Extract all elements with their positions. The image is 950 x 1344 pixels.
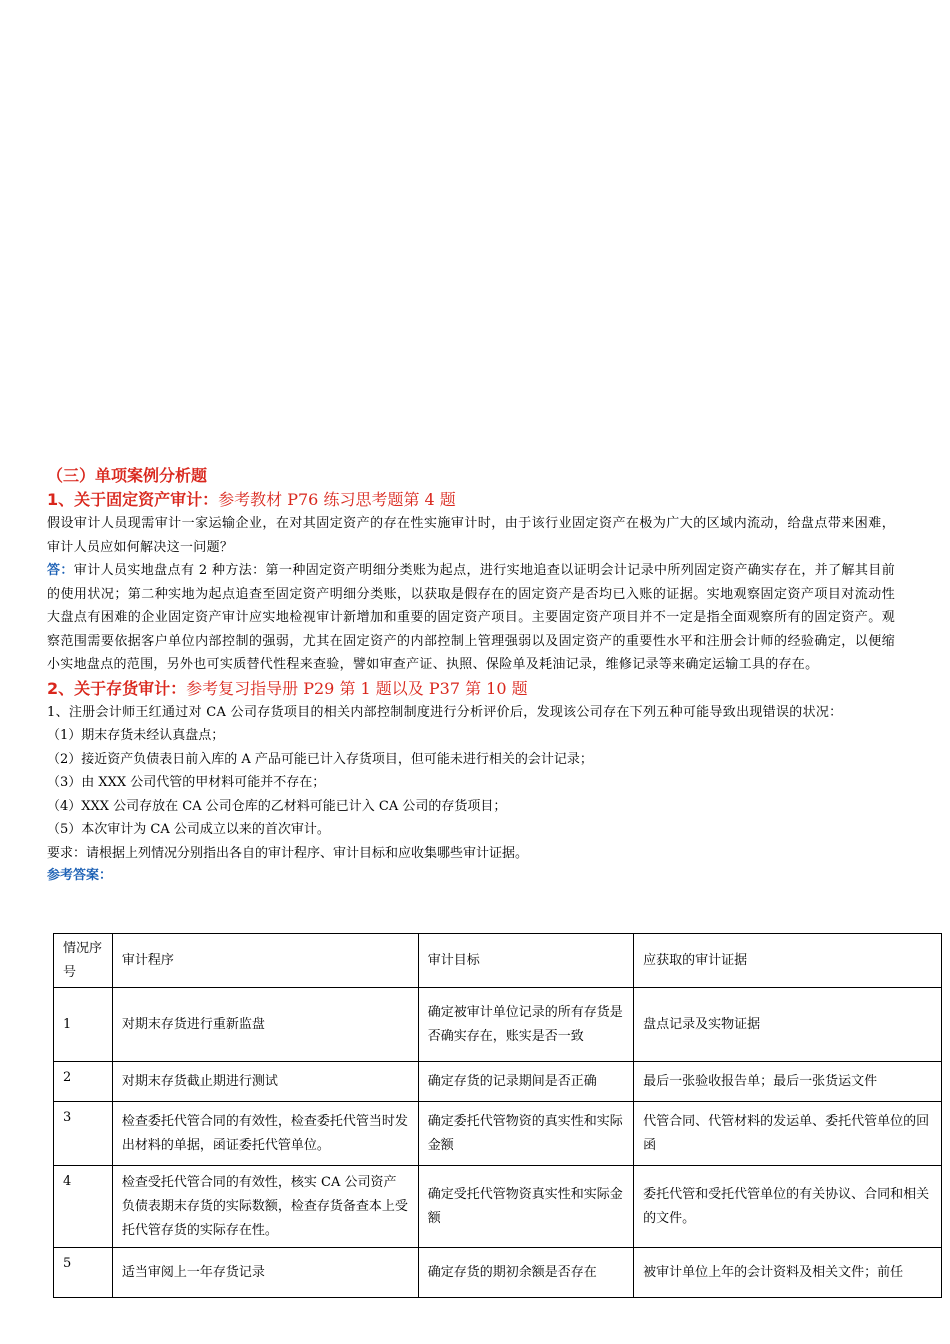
row-objective: 确定被审计单位记录的所有存货是否确实存在，账实是否一致 xyxy=(418,988,633,1062)
header-objective: 审计目标 xyxy=(418,934,633,988)
row-no: 5 xyxy=(54,1248,113,1298)
case1-reference: 参考教材 P76 练习思考题第 4 题 xyxy=(218,490,456,509)
table-row xyxy=(54,1102,942,1166)
case2-item: （5）本次审计为 CA 公司成立以来的首次审计。 xyxy=(47,822,330,837)
case1-question: 假设审计人员现需审计一家运输企业，在对其固定资产的存在性实施审计时，由于该行业固定资产在极为广大的区域内流动，给盘点带来困难，审计人员应如何解决这一问题？ xyxy=(47,516,895,555)
row-objective: 确定受托代管物资真实性和实际金额 xyxy=(418,1166,633,1248)
table-row xyxy=(54,1166,942,1248)
row-evidence: 盘点记录及实物证据 xyxy=(634,988,942,1062)
case2-intro: 1、注册会计师王红通过对 CA 公司存货项目的相关内部控制制度进行分析评价后，发现该公司存在下列五种可能导致出现错误的状况： xyxy=(47,704,843,720)
table-row xyxy=(54,1248,942,1298)
row-no: 1 xyxy=(54,988,113,1062)
document-body xyxy=(47,464,895,887)
case2-requirement: 要求：请根据上列情况分别指出各自的审计程序、审计目标和应收集哪些审计证据。 xyxy=(47,845,529,861)
case1-answer xyxy=(47,559,895,677)
header-procedure: 审计程序 xyxy=(112,934,418,988)
case2-title-text: 2、关于存货审计： xyxy=(47,678,187,698)
row-procedure: 适当审阅上一年存货记录 xyxy=(112,1248,418,1298)
case1-title-text: 1、关于固定资产审计： xyxy=(47,490,219,509)
case2-reference: 参考复习指导册 P29 第 1 题以及 P37 第 10 题 xyxy=(186,678,528,698)
row-evidence: 被审计单位上年的会计资料及相关文件；前任 xyxy=(634,1248,942,1298)
case2-title xyxy=(47,677,895,701)
reference-answer-label: 参考答案： xyxy=(47,868,113,883)
table-row xyxy=(54,1062,942,1102)
row-procedure: 对期末存货截止期进行测试 xyxy=(112,1062,418,1102)
row-no: 3 xyxy=(54,1102,113,1166)
row-no: 2 xyxy=(54,1062,113,1102)
row-objective: 确定委托代管物资的真实性和实际金额 xyxy=(418,1102,633,1166)
answer-label: 答： xyxy=(47,563,74,578)
row-procedure: 检查委托代管合同的有效性，检查委托代管当时发出材料的单据，函证委托代管单位。 xyxy=(112,1102,418,1166)
case1-title xyxy=(47,488,895,512)
row-objective: 确定存货的记录期间是否正确 xyxy=(418,1062,633,1102)
row-evidence: 代管合同、代管材料的发运单、委托代管单位的回函 xyxy=(634,1102,942,1166)
row-evidence: 委托代管和受托代管单位的有关协议、合同和相关的文件。 xyxy=(634,1166,942,1248)
case2-item: （2）接近资产负债表日前入库的 A 产品可能已计入存货项目，但可能未进行相关的会计记录； xyxy=(47,751,593,767)
row-no: 4 xyxy=(54,1166,113,1248)
row-procedure: 对期末存货进行重新监盘 xyxy=(112,988,418,1062)
case2-item: （3）由 XXX 公司代管的甲材料可能并不存在； xyxy=(47,775,326,790)
header-evidence: 应获取的审计证据 xyxy=(634,934,942,988)
case2-item: （1）期末存货未经认真盘点； xyxy=(47,728,225,743)
section-title: （三）单项案例分析题 xyxy=(47,466,208,485)
header-case-no: 情况序号 xyxy=(54,934,113,988)
row-evidence: 最后一张验收报告单；最后一张货运文件 xyxy=(634,1062,942,1102)
table-header-row xyxy=(54,934,942,988)
row-objective: 确定存货的期初余额是否存在 xyxy=(418,1248,633,1298)
audit-table xyxy=(53,933,942,1298)
row-procedure: 检查受托代管合同的有效性，核实 CA 公司资产负债表期末存货的实际数额，检查存货备查本上受托代管存货的实际存在性。 xyxy=(112,1166,418,1248)
table-row xyxy=(54,988,942,1062)
case1-answer-text: 审计人员实地盘点有 2 种方法：第一种固定资产明细分类账为起点，进行实地追查以证明会计记录中所列固定资产确实存在，并了解其目前的使用状况；第二种实地为起点追查至固定资产明细分类账，以获取是假存在的固定资产是否均已入账的证据。实地观察固定资产项目对流动性大盘点有困难的企业固定资产审计应实地检视审计新增加和重要的固定资产项目。主要固定资产项目并不一定是指全面观察所有的固定资产。观察范围需要依据客户单位内部控制的强弱，尤其在固定资产的内部控制上管理强弱以及固定资产的重要性水平和注册会计师的经验确定，以便缩小实地盘点的范围，另外也可实质替代性程来查验，譬如审查产证、执照、保险单及耗油记录，维修记录等来确定运输工具的存在。 xyxy=(47,563,895,672)
case2-item: （4）XXX 公司存放在 CA 公司仓库的乙材料可能已计入 CA 公司的存货项目； xyxy=(47,798,507,814)
